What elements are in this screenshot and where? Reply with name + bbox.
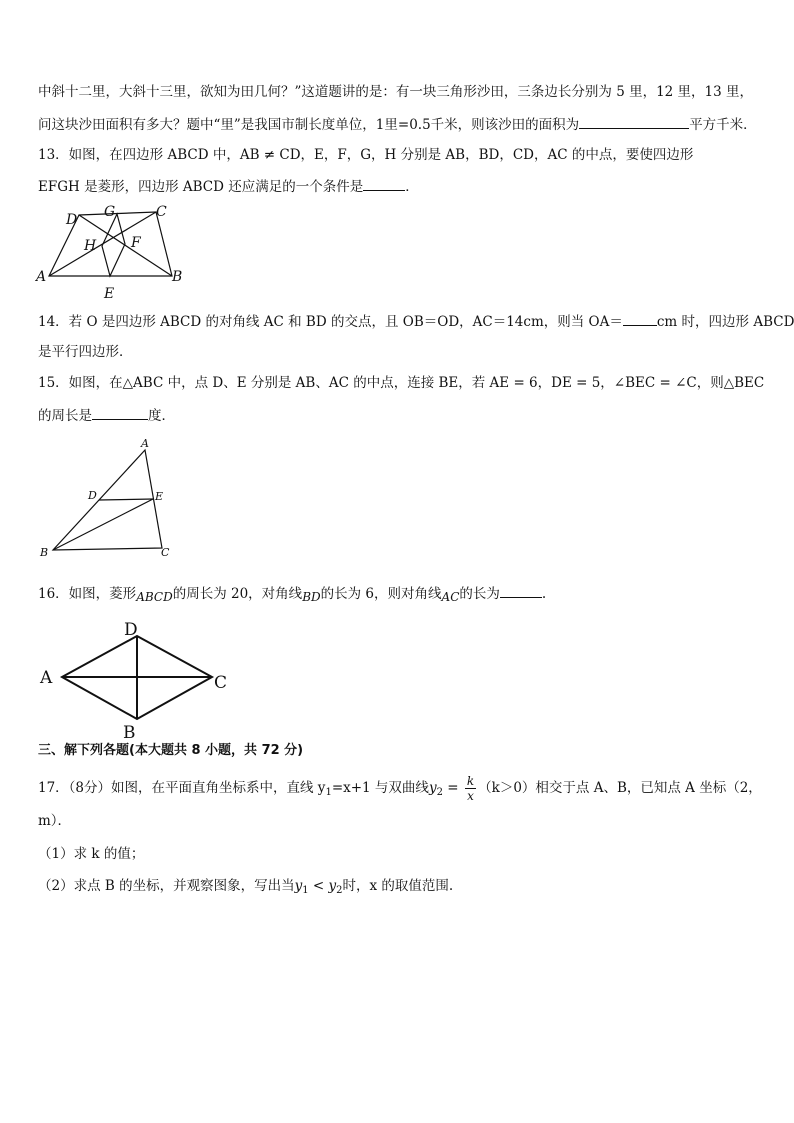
q13-label-f: F: [131, 235, 141, 251]
answer-blank-12[interactable]: [579, 114, 689, 129]
q17-part-1: （1）求 k 的值；: [38, 846, 145, 862]
answer-blank-16[interactable]: [500, 583, 542, 598]
q17-part2-text-b: 时，x 的取值范围.: [342, 878, 454, 894]
q15-label-d: D: [88, 489, 97, 502]
q17-cmp-y1: y: [294, 878, 303, 894]
answer-blank-15[interactable]: [92, 405, 148, 420]
q17-text-b: =x+1 与双曲线: [331, 780, 429, 796]
q15-label-e: E: [155, 490, 164, 503]
q13-line-1: 13．如图，在四边形 ABCD 中，AB ≠ CD，E，F，G，H 分别是 AB，BD，CD，AC 的中点，要使四边形: [38, 147, 694, 163]
segment-de: [99, 499, 153, 500]
q15-line-2: [38, 405, 175, 426]
q16-text-c: 的长为 6，则对角线: [320, 586, 442, 602]
q16-label-c: C: [214, 673, 228, 693]
q13-label-e: E: [104, 286, 115, 302]
intro-text-a: 问这块沙田面积有多大？题中“里”是我国市制长度单位，1里=0.5千米，则该沙田的面积为: [38, 117, 580, 133]
intro-line-1: 中斜十二里，大斜十三里，欲知为田几何？”这道题讲的是：有一块三角形沙田，三条边长分别为 5 里，12 里，13 里，: [38, 84, 754, 100]
q16-var-bd: BD: [302, 590, 321, 604]
q17-sub-2: 2: [436, 787, 443, 798]
q17-part2-text-a: （2）求点 B 的坐标，并观察图象，写出当: [38, 878, 295, 894]
q16-figure: [36, 618, 236, 742]
q17-fraction: [465, 774, 476, 803]
q13-label-g: G: [104, 204, 116, 220]
q15-label-c: C: [161, 546, 170, 559]
q16-text-a: 16．如图，菱形: [38, 586, 137, 602]
intro-text-b: 平方千米．: [689, 117, 757, 133]
q13-label-a: A: [36, 269, 47, 285]
q15-text-b: 度．: [148, 408, 175, 424]
q17-sub-1: 1: [325, 787, 332, 798]
q16-line-1: [38, 583, 546, 607]
answer-blank-14[interactable]: [623, 311, 657, 326]
q14-text-a: 14．若 O 是四边形 ABCD 的对角线 AC 和 BD 的交点，且 OB＝OD，AC＝14cm，则当 OA＝: [38, 314, 623, 330]
q17-cmp-sub1: 1: [302, 885, 309, 896]
q16-text-d: 的长为: [459, 586, 500, 602]
q16-var-ac: AC: [441, 590, 460, 604]
q14-text-b: cm 时，四边形 ABCD: [656, 314, 794, 330]
q15-line-1: 15．如图，在△ABC 中，点 D、E 分别是 AB、AC 的中点，连接 BE，若 AE = 6，DE = 5，∠BEC = ∠C，则△BEC: [38, 375, 765, 391]
intro-line-2: [38, 114, 757, 135]
q17-line-2: m）．: [38, 813, 72, 829]
q16-text-e: .: [541, 586, 547, 602]
q17-text-a: 17．（8分）如图，在平面直角坐标系中，直线 y: [38, 780, 326, 796]
q17-cmp-sub2: 2: [336, 885, 343, 896]
q16-label-b: B: [123, 723, 136, 742]
q17-y2: y: [428, 780, 437, 796]
q17-cmp-mid: < y: [308, 878, 337, 894]
q13-label-b: B: [172, 269, 183, 285]
q17-eq: =: [442, 780, 463, 796]
q15-label-b: B: [40, 546, 49, 559]
answer-blank-13[interactable]: [363, 176, 405, 191]
q15-figure: [38, 436, 178, 562]
segment-be: [53, 499, 153, 550]
q16-var-abcd: ABCD: [136, 590, 173, 604]
q13-line-2: [38, 176, 419, 197]
q17-part-2: [38, 876, 453, 901]
q17-text-c: （k＞0）相交于点 A、B，已知点 A 坐标（2，: [478, 780, 762, 796]
section-3-title: 三、解下列各题(本大题共 8 小题，共 72 分): [38, 743, 304, 758]
q13-text-a: EFGH 是菱形，四边形 ABCD 还应满足的一个条件是: [38, 179, 364, 195]
q17-frac-num: k: [466, 774, 475, 788]
q17-line-1: [38, 774, 762, 803]
q16-text-b: 的周长为 20，对角线: [172, 586, 303, 602]
q14-line-1: [38, 311, 794, 332]
q16-label-a: A: [40, 668, 53, 688]
q13-label-h: H: [84, 238, 97, 254]
q16-label-d: D: [124, 620, 138, 640]
q13-label-d: D: [66, 212, 78, 228]
quadrilateral-efgh: [102, 214, 125, 276]
q13-figure: [32, 200, 192, 304]
q15-text-a: 的周长是: [38, 408, 92, 424]
q17-frac-den: x: [467, 789, 474, 803]
q13-label-c: C: [156, 204, 167, 220]
q15-label-a: A: [141, 437, 149, 450]
q14-line-2: 是平行四边形．: [38, 344, 133, 360]
q13-text-b: ．: [405, 179, 419, 195]
